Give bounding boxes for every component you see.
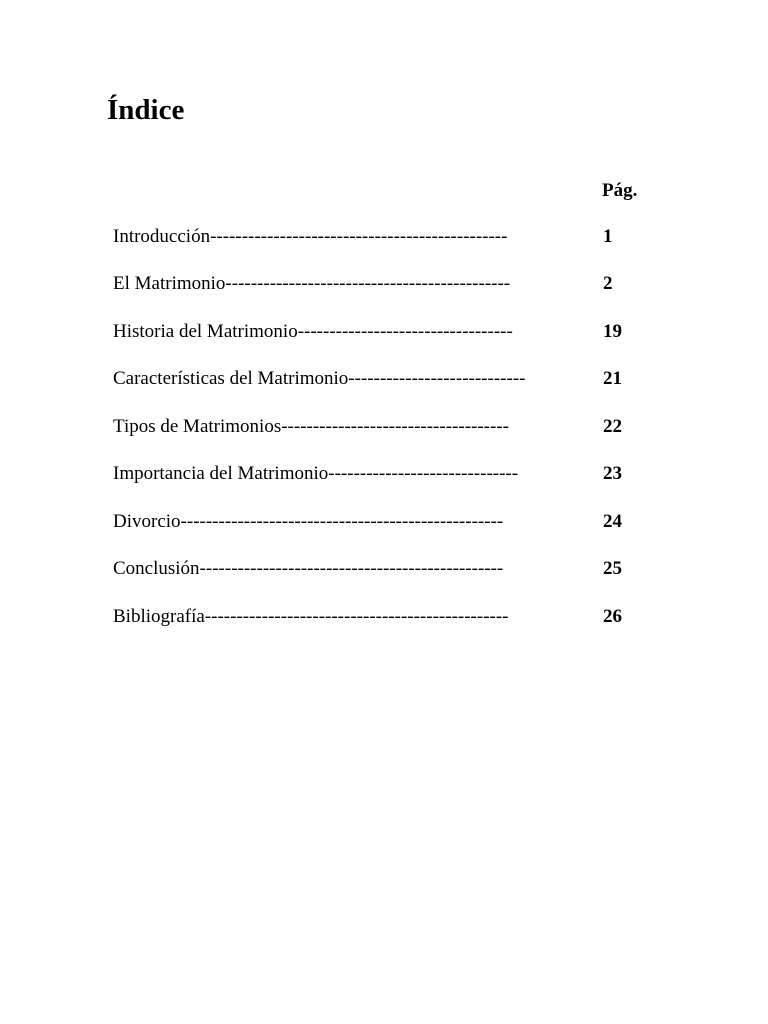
toc-entry-page: 25 xyxy=(603,558,622,579)
toc-entry xyxy=(0,366,768,392)
toc-entry-label: Historia del Matrimonio---------------------------------- xyxy=(113,321,513,342)
toc-entry xyxy=(0,604,768,630)
page-column-header: Pág. xyxy=(602,180,638,201)
toc-entry-page: 23 xyxy=(603,463,622,484)
toc-entry-page: 2 xyxy=(603,273,613,294)
toc-entry-page: 22 xyxy=(603,416,622,437)
toc-entry xyxy=(0,414,768,440)
toc-entry-label: Características del Matrimonio---------------------------- xyxy=(113,368,526,389)
toc-entry-page: 24 xyxy=(603,511,622,532)
toc-entry-label: Divorcio--------------------------------------------------- xyxy=(113,511,504,532)
toc-entry-label: Tipos de Matrimonios------------------------------------ xyxy=(113,416,509,437)
toc-entry xyxy=(0,319,768,345)
toc-entry xyxy=(0,271,768,297)
toc-entry-label: Importancia del Matrimonio------------------------------ xyxy=(113,463,519,484)
toc-entry xyxy=(0,224,768,250)
toc-entry-page: 1 xyxy=(603,226,613,247)
toc-entry-page: 21 xyxy=(603,368,622,389)
page-title: Índice xyxy=(107,94,185,126)
toc-entry xyxy=(0,461,768,487)
toc-entry-label: Introducción----------------------------------------------- xyxy=(113,226,508,247)
toc-entry-page: 26 xyxy=(603,606,622,627)
toc-entry-label: El Matrimonio--------------------------------------------- xyxy=(113,273,511,294)
toc-entry xyxy=(0,509,768,535)
toc-entry xyxy=(0,556,768,582)
toc-entry-page: 19 xyxy=(603,321,622,342)
toc-entry-label: Bibliografía------------------------------------------------ xyxy=(113,606,509,627)
toc-entry-label: Conclusión------------------------------------------------ xyxy=(113,558,504,579)
